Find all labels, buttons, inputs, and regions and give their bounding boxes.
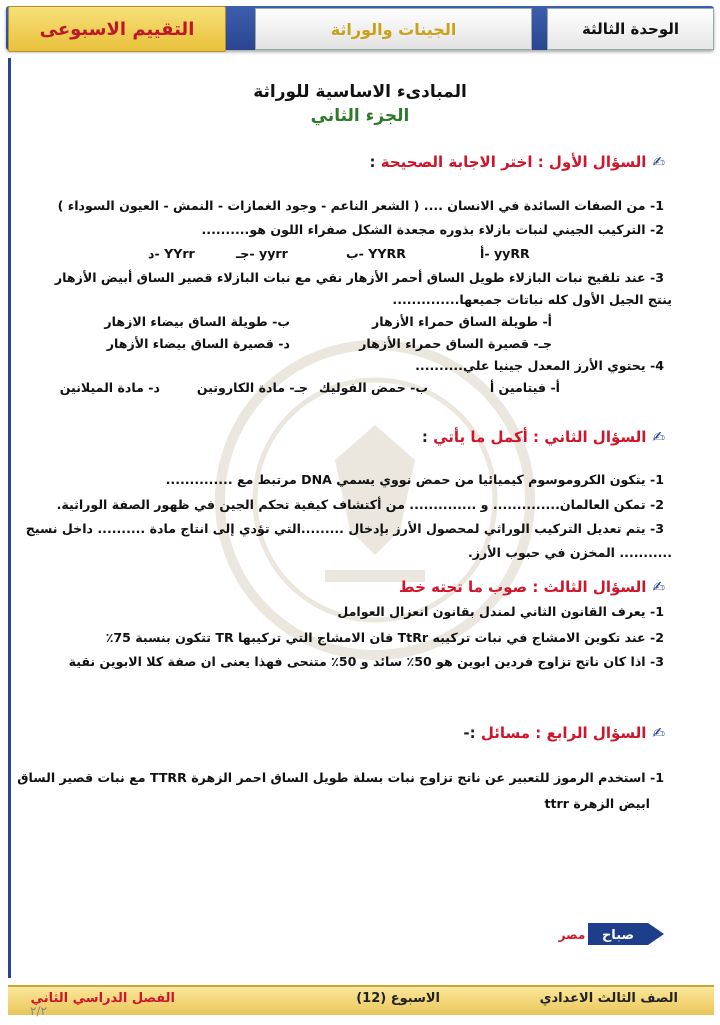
q4-item-1-cont: ابيض الزهرة ttrr <box>544 796 650 811</box>
q1-3-option-b: ب- طويلة الساق بيضاء الازهار <box>104 314 290 329</box>
q3-item-1: 1- يعرف القانون الثاني لمندل بقانون انعزال العوامل <box>337 604 664 619</box>
q2-item-2: 2- تمكن العالمان.............. و .............. من أكتشاف كيفية تحكم الجين في ظهور الصفة الوراثية. <box>56 497 664 512</box>
question-2-heading: ✍السؤال الثاني : أكمل ما يأتي : <box>421 428 665 446</box>
q3-item-2: 2- عند تكوين الامشاج في نبات تركيبه TtRr فان الامشاج التي تركيبها TR تتكون بنسبة 75٪ <box>105 630 664 645</box>
q1-3-option-c: جـ- قصيرة الساق حمراء الأزهار <box>359 336 552 351</box>
question-4-heading: ✍السؤال الرابع : مسائل :- <box>463 724 665 742</box>
q2-item-3-cont: ........... المخزن في حبوب الأرز. <box>467 545 672 560</box>
q1-item-3: 3- عند تلقيح نبات البازلاء طويل الساق أحمر الأزهار نقي مع نبات البازلاء قصير الساق أبيض الأزهار <box>54 270 664 285</box>
q1-4-option-c: جـ- مادة الكاروتين <box>196 380 308 395</box>
q1-2-option-d: د- YYrr <box>148 246 195 261</box>
pencil-icon: ✍ <box>652 153 665 171</box>
q1-item-1: 1- من الصفات السائدة في الانسان .... ( الشعر الناعم - وجود الغمازات - النمش - العيون السوداء ) <box>57 198 664 213</box>
logo-mark <box>556 919 668 949</box>
q1-4-option-d: د- مادة الميلانين <box>59 380 160 395</box>
q1-item-4: 4- يحتوي الأرز المعدل جينيا علي.......... <box>415 358 664 373</box>
page-subtitle: الجزء الثاني <box>310 106 410 126</box>
page-header <box>0 0 720 64</box>
page-number: ٢/٢ <box>30 1004 47 1018</box>
left-border-line <box>8 58 11 978</box>
q1-item-3-cont: ينتج الجيل الأول كله نباتات جميعها.............. <box>392 292 672 307</box>
question-3-heading: ✍السؤال الثالث : صوب ما تحته خط <box>399 578 665 596</box>
q1-3-option-d: د- قصيرة الساق بيضاء الأزهار <box>106 336 290 351</box>
q2-item-3: 3- يتم تعديل التركيب الوراثي لمحصول الأرز بإدخال .........التي تؤدي إلى انتاج مادة .......... داخل نسيج <box>25 521 664 536</box>
page-title: المبادىء الاساسية للوراثة <box>253 82 467 102</box>
q1-4-option-b: ب- حمض الفوليك <box>319 380 428 395</box>
q1-3-option-a: أ- طويلة الساق حمراء الأزهار <box>372 314 552 329</box>
q1-2-option-c: جـ- yyrr <box>236 246 288 261</box>
footer-week: الاسبوع (12) <box>356 991 440 1006</box>
q2-item-1: 1- يتكون الكروموسوم كيميائيا من حمض نووي يسمي DNA مرتبط مع .............. <box>165 472 664 487</box>
q1-4-option-a: أ- فيتامين أ <box>489 380 560 395</box>
site-logo <box>556 919 668 949</box>
unit-label: الوحدة الثالثة <box>547 8 714 50</box>
pencil-icon: ✍ <box>652 724 665 742</box>
q1-item-2: 2- التركيب الجيني لنبات بازلاء بذوره مجعدة الشكل صفراء اللون هو.......... <box>201 222 664 237</box>
footer-semester: الفصل الدراسي الثاني <box>30 991 175 1006</box>
logo-word-2: مصر <box>558 928 586 942</box>
pencil-icon: ✍ <box>652 428 665 446</box>
q3-item-3: 3- اذا كان ناتج تزاوج فردين ابوين هو 50٪ سائد و 50٪ متنحى فهذا يعنى ان صفة كلا الابوين نقية <box>68 654 664 669</box>
pencil-icon: ✍ <box>652 578 665 596</box>
footer-grade: الصف الثالث الاعدادي <box>539 991 678 1006</box>
q1-2-option-a: أ- yyRR <box>480 246 530 261</box>
question-1-heading: ✍السؤال الأول : اختر الاجابة الصحيحة : <box>369 153 665 171</box>
assessment-label: التقييم الاسبوعى <box>8 6 226 52</box>
q4-item-1: 1- استخدم الرموز للتعبير عن ناتج تزاوج نبات بسلة طويل الساق احمر الزهرة TTRR مع نبات قصير الساق <box>17 770 664 785</box>
topic-label: الجينات والوراثة <box>255 8 532 50</box>
q1-2-option-b: ب- YYRR <box>346 246 406 261</box>
logo-word-1: صباح <box>601 928 635 943</box>
